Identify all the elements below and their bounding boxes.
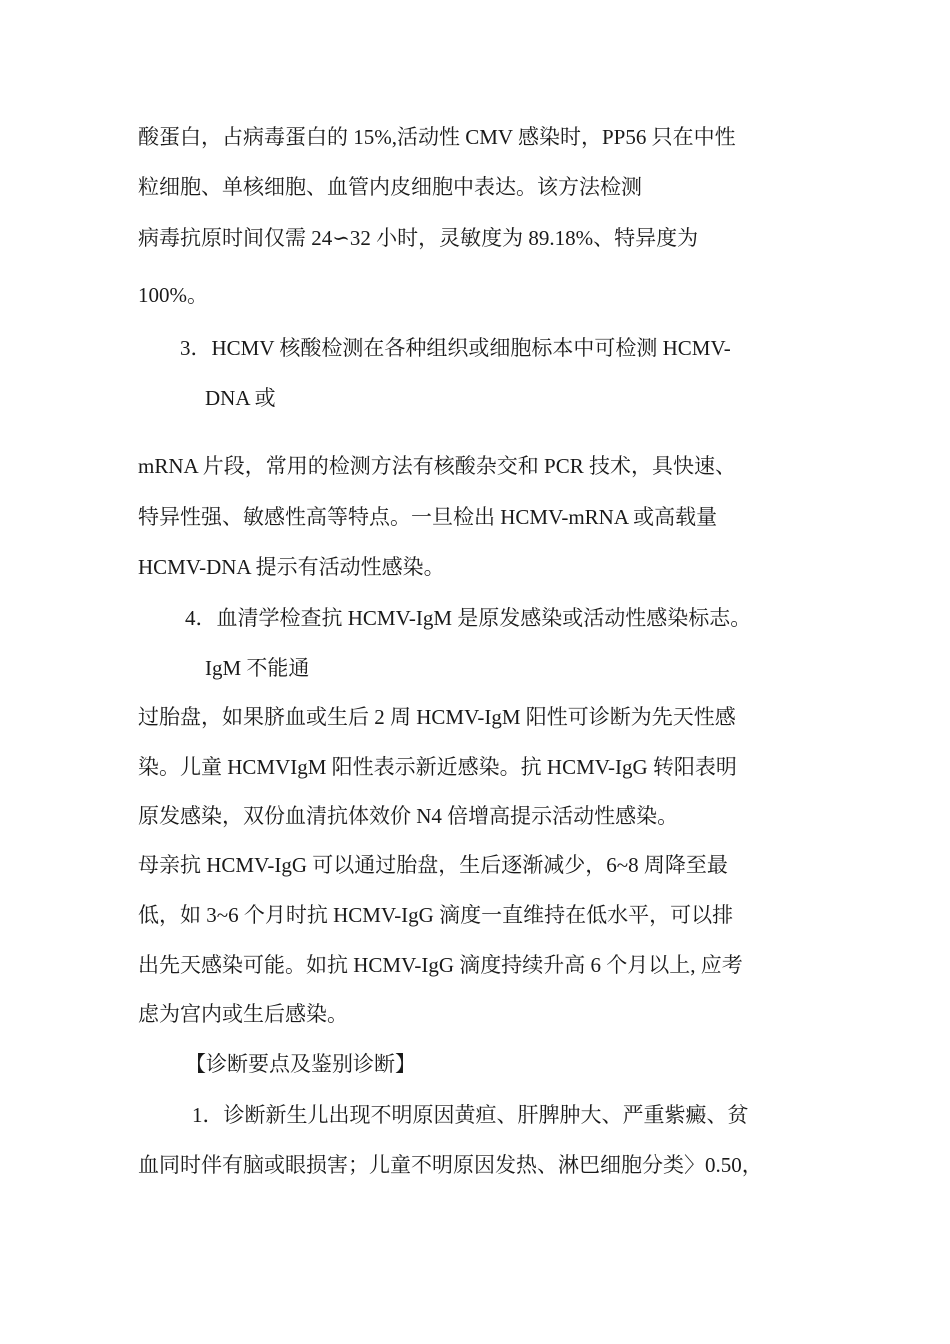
section-heading: 【诊断要点及鉴别诊断】 (185, 1052, 416, 1076)
text-line: 虑为宫内或生后感染。 (138, 1002, 348, 1026)
text-line: 血同时伴有脑或眼损害；儿童不明原因发热、淋巴细胞分类〉0.50， (138, 1153, 763, 1177)
list-item-heading: 1．诊断新生儿出现不明原因黄疸、肝脾肿大、严重紫癜、贫 (192, 1103, 749, 1127)
text-line: 原发感染，双份血清抗体效价 N4 倍增高提示活动性感染。 (138, 804, 679, 828)
text-line: 100%。 (138, 283, 208, 307)
text-line: 粒细胞、单核细胞、血管内皮细胞中表达。该方法检测 (138, 175, 642, 199)
list-item-heading: 3．HCMV 核酸检测在各种组织或细胞标本中可检测 HCMV- (180, 336, 731, 360)
text-line: mRNA 片段，常用的检测方法有核酸杂交和 PCR 技术，具快速、 (138, 454, 736, 478)
text-line: 母亲抗 HCMV-IgG 可以通过胎盘，生后逐渐减少，6~8 周降至最 (138, 853, 728, 877)
text-line: 低，如 3~6 个月时抗 HCMV-IgG 滴度一直维持在低水平，可以排 (138, 903, 734, 927)
text-line: 出先天感染可能。如抗 HCMV-IgG 滴度持续升高 6 个月以上, 应考 (138, 953, 743, 977)
text-line: 病毒抗原时间仅需 24∽32 小时，灵敏度为 89.18%、特异度为 (138, 226, 699, 250)
text-line: 酸蛋白，占病毒蛋白的 15%,活动性 CMV 感染时，PP56 只在中性 (138, 125, 736, 149)
text-line: 过胎盘，如果脐血或生后 2 周 HCMV-IgM 阳性可诊断为先天性感 (138, 705, 736, 729)
text-line: 染。儿童 HCMVIgM 阳性表示新近感染。抗 HCMV-IgG 转阳表明 (138, 755, 737, 779)
text-line: HCMV-DNA 提示有活动性感染。 (138, 555, 445, 579)
text-line: 特异性强、敏感性高等特点。一旦检出 HCMV-mRNA 或高载量 (138, 505, 718, 529)
text-line: IgM 不能通 (205, 656, 310, 680)
text-line: DNA 或 (205, 386, 276, 410)
list-item-heading: 4．血清学检查抗 HCMV-IgM 是原发感染或活动性感染标志。 (185, 606, 752, 630)
